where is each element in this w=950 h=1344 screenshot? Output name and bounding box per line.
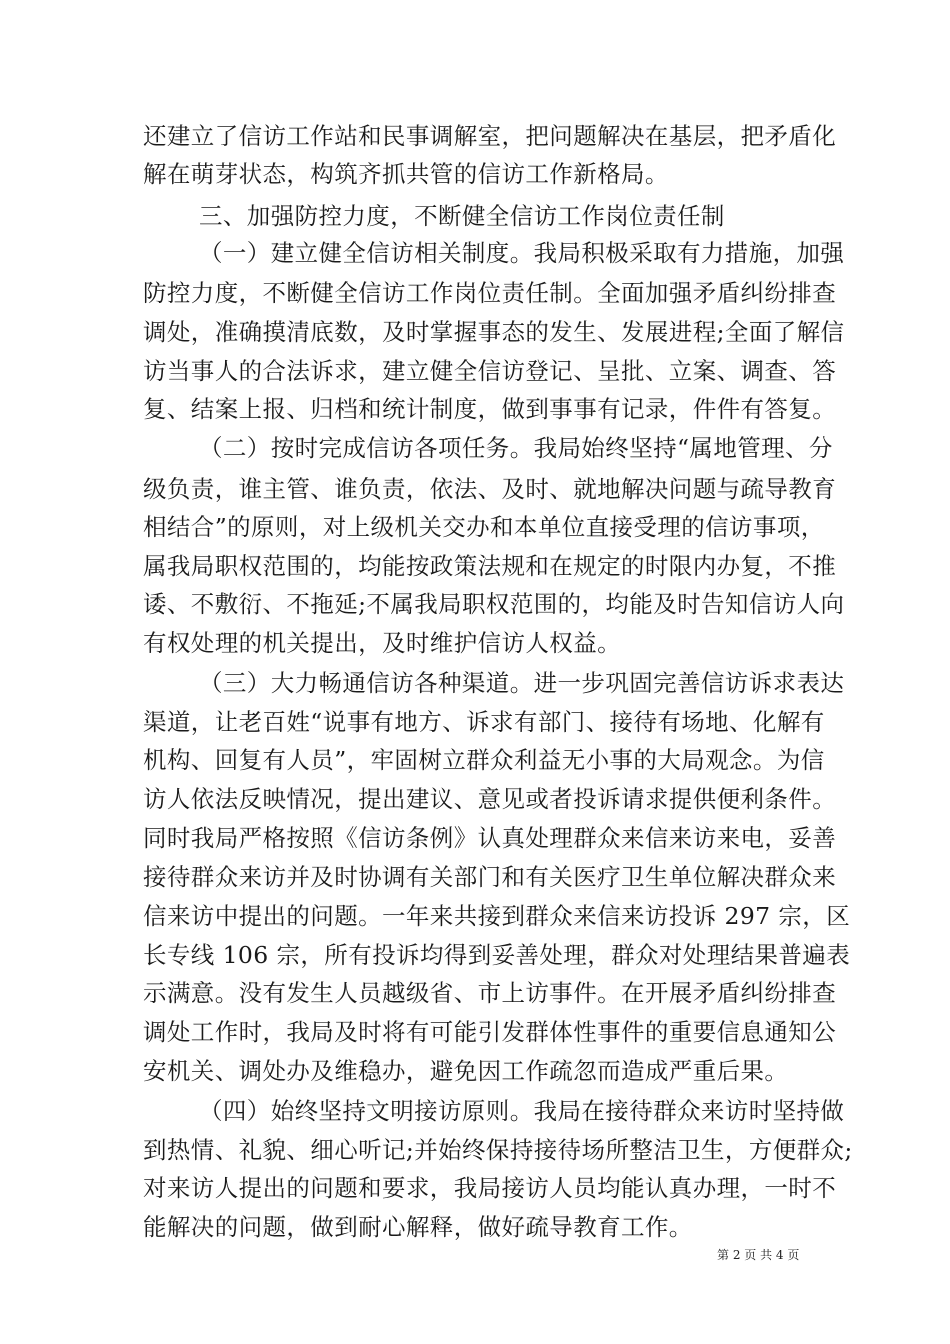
- text-line: 渠道，让老百姓“说事有地方、诉求有部门、接待有场地、化解有: [143, 708, 825, 736]
- paragraph-first-line: （二）按时完成信访各项任务。我局始终坚持“属地管理、分: [199, 434, 833, 462]
- section-heading: 三、加强防控力度，不断健全信访工作岗位责任制: [199, 202, 725, 230]
- text-line: 访当事人的合法诉求，建立健全信访登记、呈批、立案、调查、答: [143, 357, 837, 385]
- text-line: 安机关、调处办及维稳办，避免因工作疏忽而造成严重后果。: [143, 1057, 789, 1085]
- text-line: 接待群众来访并及时协调有关部门和有关医疗卫生单位解决群众来: [143, 863, 837, 891]
- paragraph-first-line: （四）始终坚持文明接访原则。我局在接待群众来访时坚持做: [199, 1097, 845, 1125]
- text-line: 防控力度，不断健全信访工作岗位责任制。全面加强矛盾纠纷排查: [143, 279, 837, 307]
- text-line: 访人依法反映情况，提出建议、意见或者投诉请求提供便利条件。: [143, 785, 837, 813]
- text-line: 有权处理的机关提出，及时维护信访人权益。: [143, 629, 621, 657]
- text-line: 级负责，谁主管、谁负责，依法、及时、就地解决问题与疏导教育: [143, 475, 837, 503]
- paragraph-first-line: （一）建立健全信访相关制度。我局积极采取有力措施，加强: [199, 239, 845, 267]
- text-line: 同时我局严格按照《信访条例》认真处理群众来信来访来电，妥善: [143, 824, 837, 852]
- text-line: 对来访人提出的问题和要求，我局接访人员均能认真办理，一时不: [143, 1174, 837, 1202]
- text-line: 机构、回复有人员”，牢固树立群众利益无小事的大局观念。为信: [143, 746, 825, 774]
- text-line: 属我局职权范围的，均能按政策法规和在规定的时限内办复，不推: [143, 552, 837, 580]
- text-line: 调处工作时，我局及时将有可能引发群体性事件的重要信息通知公: [143, 1018, 837, 1046]
- text-line: 诿、不敷衍、不拖延;不属我局职权范围的，均能及时告知信访人向: [143, 590, 845, 618]
- text-line: 能解决的问题，做到耐心解释，做好疏导教育工作。: [143, 1213, 693, 1241]
- text-line: 示满意。没有发生人员越级省、市上访事件。在开展矛盾纠纷排查: [143, 979, 837, 1007]
- paragraph-first-line: （三）大力畅通信访各种渠道。进一步巩固完善信访诉求表达: [199, 669, 845, 697]
- text-line: 还建立了信访工作站和民事调解室，把问题解决在基层，把矛盾化: [143, 122, 837, 150]
- text-line: 到热情、礼貌、细心听记;并始终保持接待场所整洁卫生，方便群众;: [143, 1136, 853, 1164]
- text-line: 解在萌芽状态，构筑齐抓共管的信访工作新格局。: [143, 160, 669, 188]
- text-line: 信来访中提出的问题。一年来共接到群众来信来访投诉 297 宗，区: [143, 902, 851, 930]
- page-number: 第 2 页 共 4 页: [717, 1248, 800, 1262]
- text-line: 调处，准确摸清底数，及时掌握事态的发生、发展进程;全面了解信: [143, 318, 845, 346]
- text-line: 相结合”的原则，对上级机关交办和本单位直接受理的信访事项，: [143, 513, 825, 541]
- text-line: 复、结案上报、归档和统计制度，做到事事有记录，件件有答复。: [143, 395, 837, 423]
- text-line: 长专线 106 宗，所有投诉均得到妥善处理，群众对处理结果普遍表: [143, 941, 851, 969]
